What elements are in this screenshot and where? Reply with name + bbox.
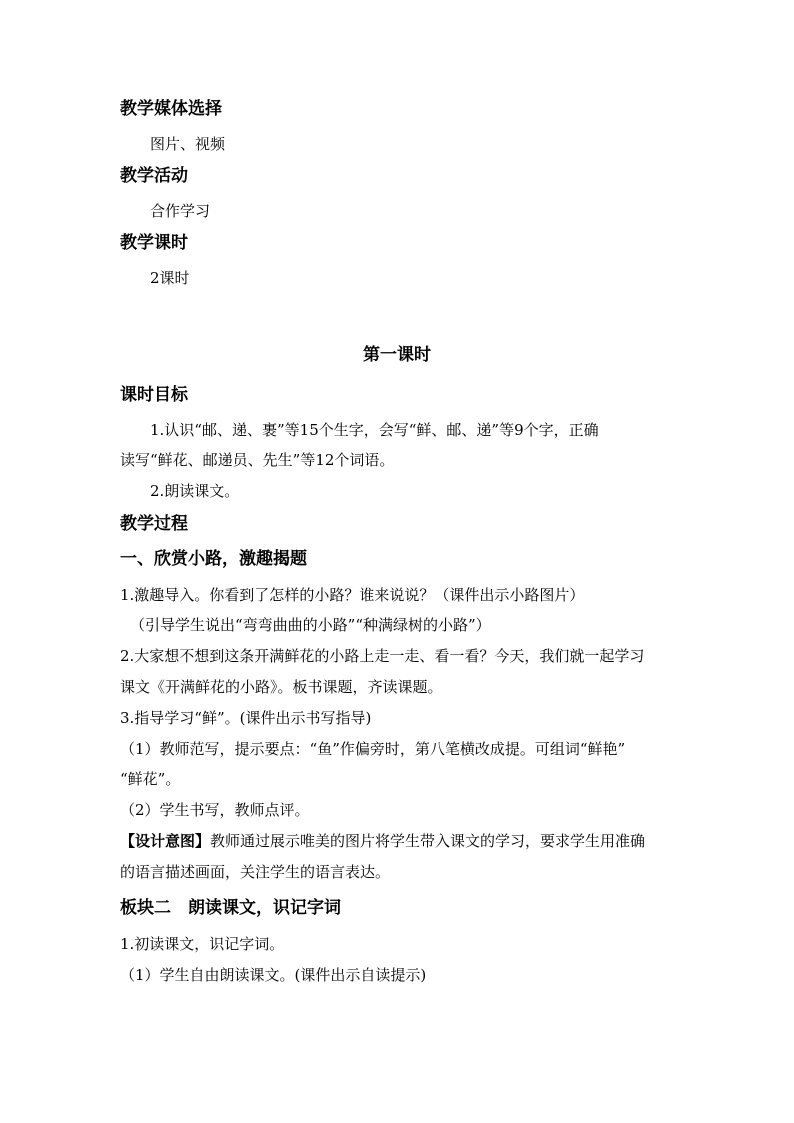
objectives-heading: 课时目标 <box>120 385 188 405</box>
objective-item-2: 2.朗读课文。 <box>150 482 240 500</box>
activity-content: 合作学习 <box>150 202 211 220</box>
lesson-title: 第一课时 <box>363 345 431 365</box>
design-intent-line-2: 的语言描述画面，关注学生的语言表达。 <box>120 863 391 881</box>
media-heading: 教学媒体选择 <box>120 99 222 119</box>
design-intent-text: 教师通过展示唯美的图片将学生带入课文的学习，要求学生用准确 <box>210 832 646 850</box>
process-paragraph-3: 3.指导学习“鲜”。(课件出示书写指导) <box>120 709 372 727</box>
objective-item-1-line-1: 1.认识“邮、递、裹”等15个生字，会写“鲜、邮、递”等9个字，正确 <box>150 421 599 439</box>
process-paragraph-3-sub-1-line-1: （1）教师范写，提示要点：“鱼”作偏旁时，第八笔横改成提。可组词“鲜艳” <box>120 740 626 758</box>
section-2-paragraph-1: 1.初读课文，识记字词。 <box>120 935 285 953</box>
activity-heading: 教学活动 <box>120 166 188 186</box>
hours-heading: 教学课时 <box>120 233 188 253</box>
process-paragraph-3-sub-1-line-2: “鲜花”。 <box>120 770 181 788</box>
media-content: 图片、视频 <box>150 135 226 153</box>
objective-item-1-line-2: 读写“鲜花、邮递员、先生”等12个词语。 <box>120 451 395 469</box>
process-paragraph-1: 1.激趣导入。你看到了怎样的小路？谁来说说？（课件出示小路图片） <box>120 586 585 604</box>
hours-content: 2课时 <box>150 269 190 287</box>
process-paragraph-2-line-1: 2.大家想不想到这条开满鲜花的小路上走一走、看一看？今天，我们就一起学习 <box>120 647 645 665</box>
section-2-heading: 板块二 朗读课文，识记字词 <box>120 898 341 918</box>
process-paragraph-3-sub-2: （2）学生书写，教师点评。 <box>120 801 310 819</box>
section-2-paragraph-1-sub-1: （1）学生自由朗读课文。(课件出示自读提示) <box>120 966 427 984</box>
process-paragraph-1-note: （引导学生说出“弯弯曲曲的小路”“种满绿树的小路”） <box>130 616 491 634</box>
process-paragraph-2-line-2: 课文《开满鲜花的小路》。板书课题，齐读课题。 <box>120 678 443 696</box>
process-heading: 教学过程 <box>120 514 188 534</box>
design-intent-label: 【设计意图】 <box>120 832 211 850</box>
design-intent-line-1 <box>120 831 645 851</box>
section-1-heading: 一、欣赏小路，激趣揭题 <box>120 549 307 569</box>
